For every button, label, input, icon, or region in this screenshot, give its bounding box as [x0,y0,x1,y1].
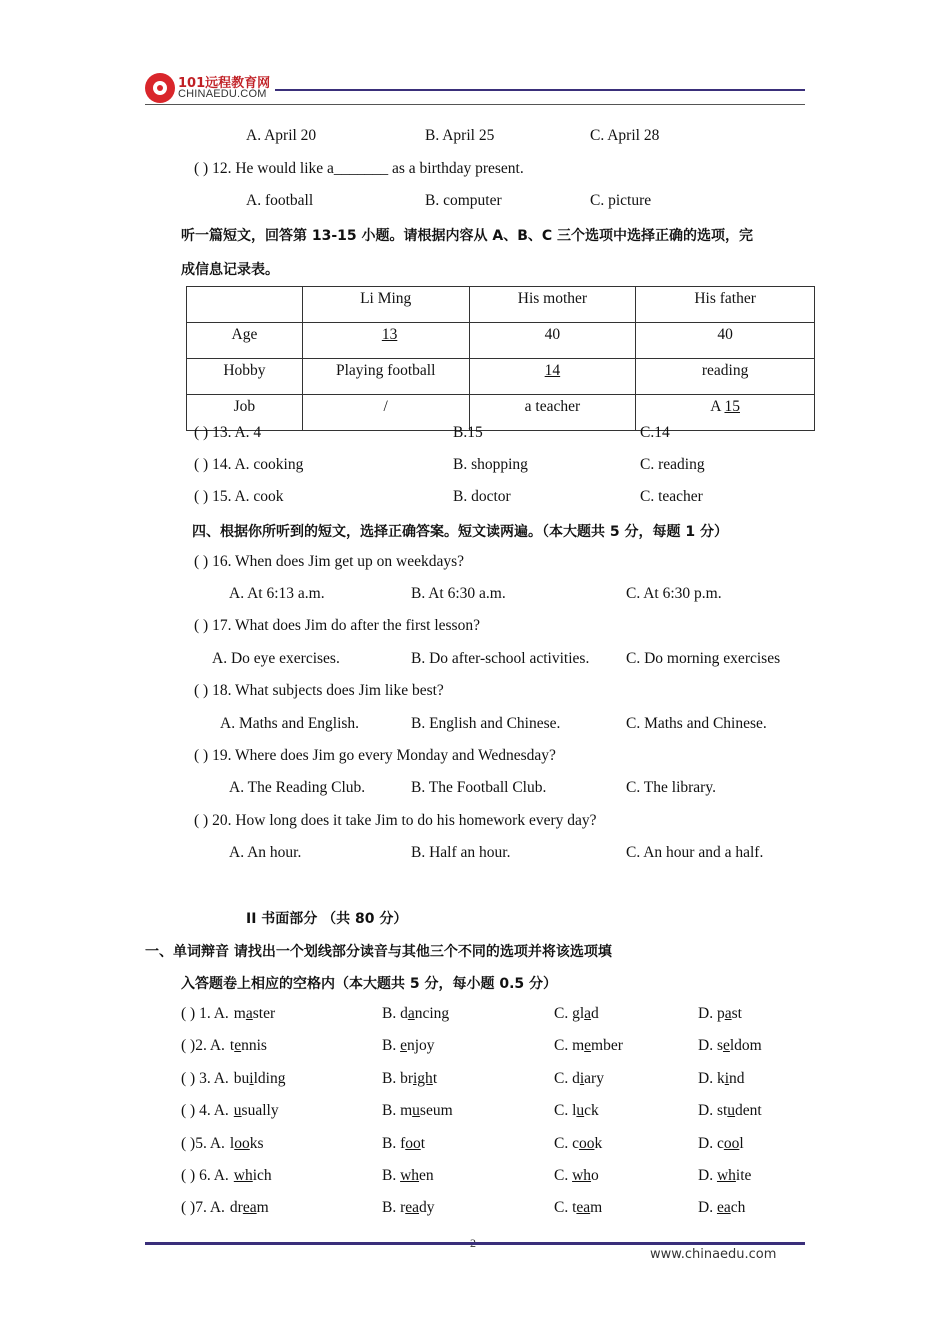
section3-instructions-line2: 成信息记录表。 [181,262,279,278]
q20-option-c: C. An hour and a half. [626,844,764,861]
q18-option-c: C. Maths and Chinese. [626,715,767,732]
row-label: Age [187,323,303,359]
word-part: njoy [406,1037,435,1054]
underlined-letters: wh [572,1167,592,1184]
underlined-letters: i [249,1070,254,1087]
footer-url: www.chinaedu.com [650,1247,777,1262]
underlined-letters: a [724,1005,732,1022]
word-part: B. br [382,1070,413,1087]
phonetics-option [234,1005,275,1023]
phonetics-option [382,1070,437,1088]
q14-question: ( ) 14. A. cooking [194,456,304,473]
word-part: en [419,1167,434,1184]
q15-option-c: C. teacher [640,488,703,505]
phonetics-option [554,1167,599,1185]
phonetics-question-number: ( ) 1. A. [181,1005,229,1022]
word-part: m [233,1005,246,1022]
q16-question: ( ) 16. When does Jim get up on weekdays? [194,553,465,570]
phonetics-option [554,1102,599,1120]
word-part: mber [591,1037,623,1054]
word-part: dr [229,1199,243,1216]
word-part: D. [698,1167,717,1184]
q12-option-c: C. picture [590,192,652,209]
phonetics-option [554,1199,602,1217]
q19-option-c: C. The library. [626,779,716,796]
phonetics-option [698,1102,762,1120]
underlined-letters: u [412,1102,420,1119]
word-part: m [590,1199,603,1216]
underlined-letters: wh [233,1167,253,1184]
word-part: seum [419,1102,453,1119]
section4-title: 四、根据你所听到的短文，选择正确答案。短文读两遍。（本大题共 5 分，每题 1 分） [192,524,728,540]
underlined-letters: e [234,1037,242,1054]
table-cell [302,323,469,359]
underlined-letters: i [579,1070,585,1087]
table-cell: reading [636,359,815,395]
q18-option-b: B. English and Chinese. [411,715,561,732]
underlined-letters: oo [234,1135,250,1152]
phonetics-option [382,1167,434,1185]
word-part: C. d [554,1070,580,1087]
q18-option-a: A. Maths and English. [220,715,360,732]
job-prefix: A [710,398,721,415]
phonetics-option [698,1135,744,1153]
table-cell: / [302,395,469,431]
blank-13[interactable]: 13 [381,326,398,343]
phonetics-option [382,1135,425,1153]
underlined-letters: e [400,1037,407,1054]
word-part: ks [249,1135,264,1152]
word-part: C. l [554,1102,577,1119]
logo-icon [145,73,175,103]
table-header-row [187,287,815,323]
word-part: C. gl [554,1005,585,1022]
q20-question: ( ) 20. How long does it take Jim to do his homework every day? [194,812,597,829]
phonetics-question-number: ( )7. A. [181,1199,225,1216]
phonetics-option [230,1037,267,1055]
word-part: C. m [554,1037,585,1054]
underlined-letters: u [576,1102,585,1119]
blank-15[interactable]: 15 [724,398,740,415]
q14-option-b: B. shopping [453,456,528,473]
word-part: l [739,1135,744,1152]
section1-title-line1: 一、单词辩音 请找出一个划线部分读音与其他三个不同的选项并将该选项填 [145,944,612,960]
word-part: d [591,1005,599,1022]
q13-question: ( ) 13. A. 4 [194,424,262,441]
table-header-cell: His father [636,287,815,323]
word-part: ich [252,1167,272,1184]
phonetics-question-number: ( )2. A. [181,1037,225,1054]
q13-option-b: B.15 [453,424,483,441]
underlined-letters: ea [242,1199,257,1216]
table-row [187,323,815,359]
table-header-cell [187,287,303,323]
word-part: sually [241,1102,279,1119]
phonetics-option [230,1199,269,1217]
table-header-cell: His mother [469,287,636,323]
phonetics-option [698,1005,742,1023]
underlined-letters: a [584,1005,592,1022]
phonetics-question-number: ( )5. A. [181,1135,225,1152]
word-part: t [432,1070,438,1087]
underlined-letters: e [584,1037,592,1054]
word-part: dent [735,1102,762,1119]
table-cell [469,359,636,395]
header-rule [275,89,805,91]
footer-rule [145,1242,805,1245]
phonetics-option [554,1005,599,1023]
table-cell: 40 [636,323,815,359]
phonetics-option [382,1199,435,1217]
underlined-letters: ea [405,1199,420,1216]
word-part: B. [382,1167,401,1184]
q19-option-b: B. The Football Club. [411,779,547,796]
underlined-letters: wh [400,1167,420,1184]
word-part: dy [419,1199,435,1216]
q11-option-b: B. April 25 [425,127,495,144]
word-part: k [594,1135,603,1152]
word-part: bu [233,1070,250,1087]
phonetics-option [554,1135,602,1153]
phonetics-option [230,1135,264,1153]
row-label: Job [187,395,303,431]
word-part: B. f [382,1135,406,1152]
table-cell: a teacher [469,395,636,431]
word-part: ck [584,1102,599,1119]
q19-question: ( ) 19. Where does Jim go every Monday and Wednesday? [194,747,556,764]
word-part: ch [730,1199,746,1216]
phonetics-option [698,1070,745,1088]
word-part: D. s [698,1037,723,1054]
q12-option-a: A. football [246,192,314,209]
word-part: t [229,1037,235,1054]
word-part: nnis [241,1037,267,1054]
word-part: D. c [698,1135,724,1152]
table-row [187,395,815,431]
word-part: ite [735,1167,752,1184]
q11-option-a: A. April 20 [246,127,317,144]
word-part: ncing [414,1005,450,1022]
underlined-letters: u [727,1102,736,1119]
word-part: nd [729,1070,745,1087]
underlined-letters: oo [578,1135,595,1152]
word-part: B. [382,1037,401,1054]
row-label: Hobby [187,359,303,395]
phonetics-option [234,1070,286,1088]
underlined-letters: u [233,1102,242,1119]
table-cell: 40 [469,323,636,359]
underlined-letters: i [724,1070,730,1087]
q15-question: ( ) 15. A. cook [194,488,284,505]
word-part: o [591,1167,599,1184]
part2-title: II 书面部分 （共 80 分） [246,911,408,927]
phonetics-option [234,1167,272,1185]
phonetics-question-number: ( ) 3. A. [181,1070,229,1087]
word-part: D. st [698,1102,728,1119]
q20-option-a: A. An hour. [229,844,302,861]
q17-option-b: B. Do after-school activities. [411,650,590,667]
word-part: lding [253,1070,286,1087]
word-part: ster [252,1005,276,1022]
q11-option-c: C. April 28 [590,127,660,144]
underlined-letters: a [407,1005,415,1022]
phonetics-question-number: ( ) 4. A. [181,1102,229,1119]
phonetics-option [234,1102,279,1120]
section3-instructions-line1: 听一篇短文，回答第 13-15 小题。请根据内容从 A、B、C 三个选项中选择正确的选项，完 [181,228,754,244]
q17-question: ( ) 17. What does Jim do after the first lesson? [194,617,480,634]
q17-option-c: C. Do morning exercises [626,650,781,667]
phonetics-option [554,1037,623,1055]
logo-subtext: CHINAEDU.COM [178,88,267,100]
q20-option-b: B. Half an hour. [411,844,511,861]
word-part: t [420,1135,426,1152]
word-part: l [229,1135,235,1152]
underlined-letters: a [245,1005,253,1022]
q16-option-a: A. At 6:13 a.m. [229,585,325,602]
q12-question: ( ) 12. He would like a_______ as a birthday present. [194,160,524,177]
word-part: C. c [554,1135,579,1152]
word-part: st [731,1005,742,1022]
q13-option-c: C.14 [640,424,670,441]
word-part: D. [698,1199,717,1216]
underlined-letters: ea [716,1199,731,1216]
phonetics-question-number: ( ) 6. A. [181,1167,229,1184]
logo-text: 101远程教育网 [178,76,271,91]
word-part: m [256,1199,269,1216]
word-part: D. p [698,1005,725,1022]
info-record-table [186,286,815,431]
q19-option-a: A. The Reading Club. [229,779,366,796]
underlined-letters: e [722,1037,730,1054]
word-part: ldom [729,1037,762,1054]
table-cell: Playing football [302,359,469,395]
section1-title-line2: 入答题卷上相应的空格内（本大题共 5 分，每小题 0.5 分） [181,976,558,992]
q16-option-b: B. At 6:30 a.m. [411,585,506,602]
blank-14[interactable]: 14 [544,362,561,379]
q17-option-a: A. Do eye exercises. [212,650,340,667]
word-part: C. t [554,1199,577,1216]
phonetics-option [382,1102,453,1120]
q14-option-c: C. reading [640,456,705,473]
q12-option-b: B. computer [425,192,502,209]
underlined-letters: oo [405,1135,421,1152]
table-header-cell: Li Ming [302,287,469,323]
q15-option-b: B. doctor [453,488,511,505]
word-part: B. r [382,1199,406,1216]
word-part: B. d [382,1005,408,1022]
word-part: B. m [382,1102,413,1119]
phonetics-option [382,1037,435,1055]
underlined-letters: wh [716,1167,736,1184]
underlined-letters: oo [723,1135,740,1152]
q16-option-c: C. At 6:30 p.m. [626,585,722,602]
underlined-letters: igh [413,1070,433,1087]
phonetics-option [698,1199,745,1217]
header-rule-thin [145,104,805,105]
word-part: C. [554,1167,573,1184]
phonetics-option [554,1070,604,1088]
phonetics-option [382,1005,449,1023]
phonetics-option [698,1167,751,1185]
table-row [187,359,815,395]
underlined-letters: ea [576,1199,591,1216]
phonetics-option [698,1037,762,1055]
word-part: ary [584,1070,604,1087]
word-part: D. k [698,1070,725,1087]
q18-question: ( ) 18. What subjects does Jim like best? [194,682,444,699]
